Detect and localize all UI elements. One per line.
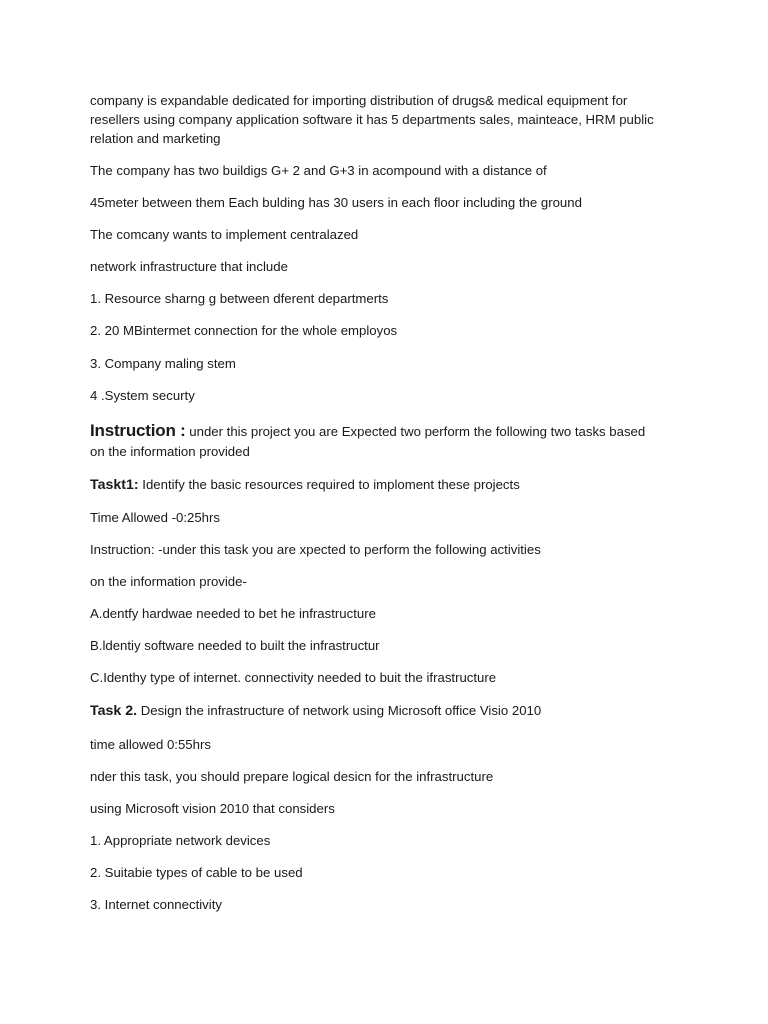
- wants-line-1: The comcany wants to implement centralazed: [90, 227, 359, 242]
- task1-instruction-line-1: Instruction: -under this task you are xpected to perform the following activities: [90, 542, 541, 557]
- task1-heading: Taskt1:: [90, 477, 139, 493]
- task2-instruction-line-2: using Microsoft vision 2010 that considers: [90, 801, 335, 816]
- instruction-line-1: [90, 421, 690, 441]
- task1-time: Time Allowed -0:25hrs: [90, 510, 220, 525]
- requirement-item-2: 2. 20 MBintermet connection for the whole employos: [90, 323, 398, 338]
- requirement-item-4: 4 .System securty: [90, 388, 195, 403]
- task2-heading: Task 2.: [90, 703, 138, 719]
- requirement-item-3: 3. Company maling stem: [90, 356, 236, 371]
- instruction-heading: Instruction :: [90, 421, 186, 440]
- task2-text: Design the infrastructure of network using Microsoft office Visio 2010: [137, 703, 542, 718]
- task1-line: [90, 475, 690, 495]
- buildings-line-1: The company has two buildigs G+ 2 and G+3 in acompound with a distance of: [90, 163, 547, 178]
- task1-activity-a: A.dentfy hardwae needed to bet he infrastructure: [90, 606, 376, 621]
- requirement-item-1: 1. Resource sharng g between dferent departmerts: [90, 291, 389, 306]
- task1-instruction-line-2: on the information provide-: [90, 574, 247, 589]
- task1-activity-c: C.Identhy type of internet. connectivity needed to buit the ifrastructure: [90, 670, 497, 685]
- task1-text: Identify the basic resources required to imploment these projects: [138, 477, 520, 492]
- instruction-line-2: on the information provided: [90, 444, 250, 459]
- task2-instruction-line-1: nder this task, you should prepare logical desicn for the infrastructure: [90, 769, 494, 784]
- task2-consideration-1: 1. Appropriate network devices: [90, 833, 271, 848]
- buildings-line-2: 45meter between them Each bulding has 30 users in each floor including the ground: [90, 195, 582, 210]
- task2-line: [90, 701, 690, 721]
- intro-paragraph: company is expandable dedicated for importing distribution of drugs& medical equipment for resellers using company application software it has 5 departments sales, mainteace, HRM public relation and marketing: [90, 93, 654, 146]
- task2-time: time allowed 0:55hrs: [90, 737, 211, 752]
- task2-consideration-2: 2. Suitabie types of cable to be used: [90, 865, 303, 880]
- task2-consideration-3: 3. Internet connectivity: [90, 897, 222, 912]
- instruction-text: under this project you are Expected two perform the following two tasks based: [185, 424, 646, 439]
- wants-line-2: network infrastructure that include: [90, 259, 288, 274]
- task1-activity-b: B.ldentiy software needed to built the infrastructur: [90, 638, 380, 653]
